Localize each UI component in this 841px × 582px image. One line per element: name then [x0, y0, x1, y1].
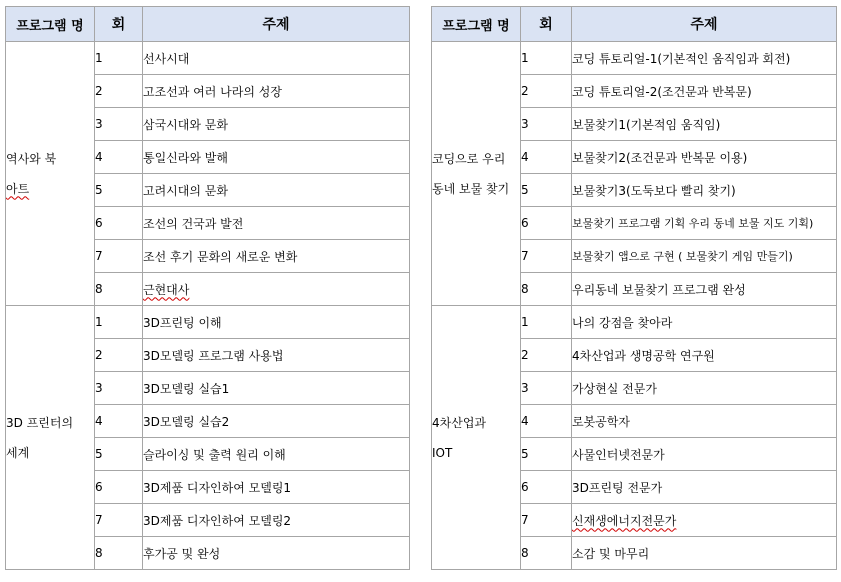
session-number: 5 — [521, 174, 572, 207]
topic-cell: 4차산업과 생명공학 연구원 — [572, 339, 837, 372]
header-session: 회 — [521, 7, 572, 42]
session-number: 4 — [95, 405, 143, 438]
session-number: 4 — [521, 405, 572, 438]
session-number: 4 — [95, 141, 143, 174]
session-number: 1 — [95, 306, 143, 339]
topic-cell: 통일신라와 발해 — [143, 141, 410, 174]
program-name-line: 3D 프린터의 — [6, 415, 74, 430]
topic-cell: 로봇공학자 — [572, 405, 837, 438]
program-name-line: IOT — [432, 445, 453, 460]
session-number: 6 — [95, 471, 143, 504]
header-row — [6, 7, 410, 42]
session-number: 3 — [95, 372, 143, 405]
header-topic: 주제 — [572, 7, 837, 42]
session-number: 7 — [521, 240, 572, 273]
program-name-line: 아트 — [6, 181, 30, 196]
session-number: 5 — [521, 438, 572, 471]
topic-cell: 보물찾기3(도둑보다 빨리 찾기) — [572, 174, 837, 207]
header-program-name: 프로그램 명 — [432, 7, 521, 42]
topic-cell: 보물찾기 앱으로 구현 ( 보물찾기 게임 만들기) — [572, 240, 837, 273]
table-row — [6, 42, 410, 75]
left-schedule-table — [5, 6, 410, 570]
topic-cell: 가상현실 전문가 — [572, 372, 837, 405]
topic-cell: 3D제품 디자인하여 모델링1 — [143, 471, 410, 504]
session-number: 3 — [95, 108, 143, 141]
session-number: 7 — [95, 504, 143, 537]
topic-cell: 신재생에너지전문가 — [572, 504, 837, 537]
topic-cell: 고려시대의 문화 — [143, 174, 410, 207]
header-topic: 주제 — [143, 7, 410, 42]
topic-cell: 슬라이싱 및 출력 원리 이해 — [143, 438, 410, 471]
session-number: 8 — [95, 273, 143, 306]
topic-cell: 우리동네 보물찾기 프로그램 완성 — [572, 273, 837, 306]
program-name-cell — [432, 306, 521, 570]
program-name-line: 코딩으로 우리 — [432, 151, 506, 166]
session-number: 5 — [95, 174, 143, 207]
session-number: 3 — [521, 372, 572, 405]
program-name-cell — [432, 42, 521, 306]
topic-cell: 후가공 및 완성 — [143, 537, 410, 570]
topic-cell: 삼국시대와 문화 — [143, 108, 410, 141]
session-number: 6 — [95, 207, 143, 240]
topic-cell: 조선 후기 문화의 새로운 변화 — [143, 240, 410, 273]
session-number: 7 — [95, 240, 143, 273]
session-number: 2 — [521, 75, 572, 108]
program-name-line: 동네 보물 찾기 — [432, 181, 510, 196]
session-number: 8 — [95, 537, 143, 570]
program-name-cell — [6, 306, 95, 570]
session-number: 2 — [95, 75, 143, 108]
session-number: 1 — [521, 306, 572, 339]
topic-cell: 3D프린팅 이해 — [143, 306, 410, 339]
header-row — [432, 7, 837, 42]
topic-cell: 사물인터넷전문가 — [572, 438, 837, 471]
topic-cell: 3D모델링 프로그램 사용법 — [143, 339, 410, 372]
session-number: 1 — [95, 42, 143, 75]
session-number: 4 — [521, 141, 572, 174]
topic-cell: 보물찾기2(조건문과 반복문 이용) — [572, 141, 837, 174]
topic-cell: 3D프린팅 전문가 — [572, 471, 837, 504]
session-number: 1 — [521, 42, 572, 75]
topic-cell: 보물찾기 프로그램 기획 우리 동네 보물 지도 기획) — [572, 207, 837, 240]
session-number: 5 — [95, 438, 143, 471]
program-name-cell — [6, 42, 95, 306]
session-number: 8 — [521, 273, 572, 306]
program-name-line: 역사와 북 — [6, 151, 57, 166]
topic-cell: 근현대사 — [143, 273, 410, 306]
topic-cell: 나의 강점을 찾아라 — [572, 306, 837, 339]
session-number: 2 — [95, 339, 143, 372]
session-number: 2 — [521, 339, 572, 372]
session-number: 8 — [521, 537, 572, 570]
header-program-name: 프로그램 명 — [6, 7, 95, 42]
table-row — [432, 306, 837, 339]
right-schedule-table — [431, 6, 837, 570]
program-name-line: 4차산업과 — [432, 415, 487, 430]
session-number: 6 — [521, 471, 572, 504]
topic-cell: 소감 및 마무리 — [572, 537, 837, 570]
topic-cell: 조선의 건국과 발전 — [143, 207, 410, 240]
session-number: 3 — [521, 108, 572, 141]
topic-cell: 3D모델링 실습1 — [143, 372, 410, 405]
topic-cell: 보물찾기1(기본적임 움직임) — [572, 108, 837, 141]
table-row — [6, 306, 410, 339]
topic-cell: 선사시대 — [143, 42, 410, 75]
topic-cell: 코딩 튜토리얼-2(조건문과 반복문) — [572, 75, 837, 108]
session-number: 6 — [521, 207, 572, 240]
topic-cell: 코딩 튜토리얼-1(기본적인 움직임과 회전) — [572, 42, 837, 75]
topic-cell: 고조선과 여러 나라의 성장 — [143, 75, 410, 108]
topic-cell: 3D모델링 실습2 — [143, 405, 410, 438]
program-name-line: 세계 — [6, 445, 30, 460]
table-row — [432, 42, 837, 75]
session-number: 7 — [521, 504, 572, 537]
topic-cell: 3D제품 디자인하여 모델링2 — [143, 504, 410, 537]
header-session: 회 — [95, 7, 143, 42]
